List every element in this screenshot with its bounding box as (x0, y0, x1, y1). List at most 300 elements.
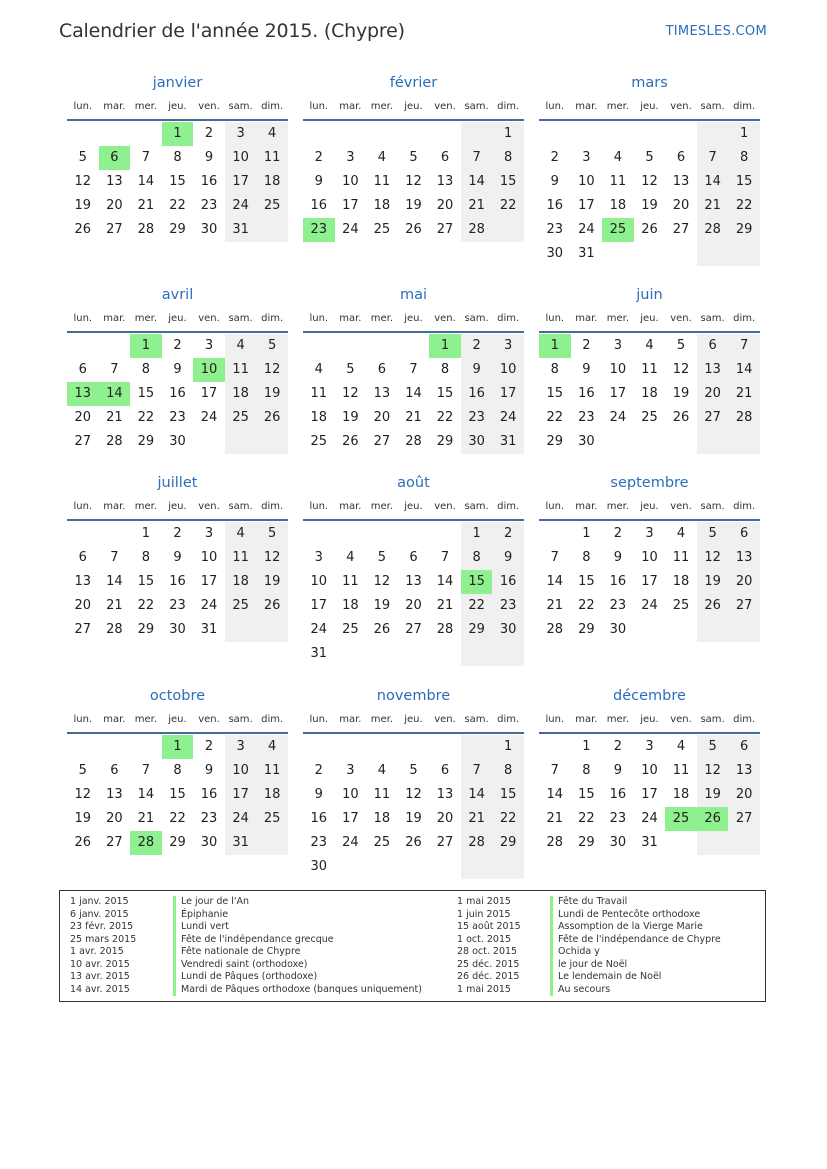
day-cell-holiday[interactable]: 1 (429, 334, 461, 358)
day-cell[interactable]: 12 (405, 174, 422, 189)
day-cell[interactable]: 23 (492, 594, 524, 618)
day-cell[interactable]: 13 (672, 174, 690, 189)
day-cell[interactable]: 2 (204, 126, 214, 141)
day-cell[interactable]: 29 (137, 434, 155, 449)
day-cell[interactable]: 2 (461, 334, 493, 358)
day-cell[interactable]: 12 (74, 787, 92, 802)
day-cell[interactable]: 18 (672, 574, 690, 589)
day-cell[interactable]: 7 (550, 763, 559, 778)
day-cell[interactable]: 11 (310, 386, 328, 401)
day-cell[interactable]: 23 (200, 811, 218, 826)
day-cell[interactable]: 1 (728, 122, 760, 146)
day-cell[interactable]: 21 (546, 598, 564, 613)
day-cell-holiday[interactable]: 23 (303, 218, 335, 242)
day-cell[interactable]: 4 (225, 334, 257, 358)
day-cell[interactable]: 11 (641, 362, 658, 377)
day-cell[interactable]: 19 (405, 198, 422, 213)
day-cell[interactable]: 22 (461, 594, 493, 618)
day-cell[interactable]: 11 (609, 174, 627, 189)
day-cell[interactable]: 13 (436, 787, 454, 802)
day-cell[interactable]: 16 (578, 386, 595, 401)
day-cell[interactable]: 1 (492, 735, 524, 759)
day-cell[interactable]: 2 (613, 739, 623, 754)
day-cell[interactable]: 6 (409, 550, 418, 565)
day-cell[interactable]: 18 (641, 386, 658, 401)
day-cell[interactable]: 17 (342, 811, 359, 826)
day-cell[interactable]: 8 (461, 546, 493, 570)
day-cell[interactable]: 15 (578, 787, 595, 802)
day-cell[interactable]: 22 (137, 410, 155, 425)
day-cell[interactable]: 23 (169, 598, 186, 613)
day-cell[interactable]: 16 (492, 570, 524, 594)
day-cell[interactable]: 25 (373, 222, 391, 237)
day-cell[interactable]: 11 (373, 787, 391, 802)
day-cell[interactable]: 5 (645, 150, 654, 165)
day-cell[interactable]: 26 (697, 594, 729, 618)
day-cell[interactable]: 2 (492, 522, 524, 546)
day-cell[interactable]: 7 (461, 146, 493, 170)
day-cell[interactable]: 22 (578, 598, 595, 613)
day-cell[interactable]: 28 (137, 222, 155, 237)
day-cell[interactable]: 3 (225, 735, 257, 759)
day-cell[interactable]: 30 (546, 246, 564, 261)
day-cell[interactable]: 20 (106, 198, 123, 213)
day-cell[interactable]: 9 (461, 358, 493, 382)
day-cell[interactable]: 20 (373, 410, 391, 425)
day-cell[interactable]: 14 (728, 358, 760, 382)
day-cell[interactable]: 29 (169, 835, 186, 850)
day-cell[interactable]: 24 (342, 835, 359, 850)
day-cell[interactable]: 10 (342, 787, 359, 802)
day-cell[interactable]: 17 (225, 170, 257, 194)
day-cell[interactable]: 20 (697, 382, 729, 406)
day-cell[interactable]: 8 (582, 550, 591, 565)
day-cell[interactable]: 17 (225, 783, 257, 807)
day-cell[interactable]: 3 (204, 338, 214, 353)
day-cell[interactable]: 5 (676, 338, 686, 353)
day-cell[interactable]: 3 (645, 526, 654, 541)
day-cell[interactable]: 11 (373, 174, 391, 189)
day-cell[interactable]: 23 (609, 598, 627, 613)
day-cell[interactable]: 3 (613, 338, 623, 353)
day-cell[interactable]: 18 (225, 382, 257, 406)
day-cell[interactable]: 17 (609, 386, 627, 401)
day-cell[interactable]: 20 (436, 198, 454, 213)
day-cell[interactable]: 15 (137, 574, 155, 589)
day-cell[interactable]: 31 (310, 646, 328, 661)
day-cell[interactable]: 14 (137, 174, 155, 189)
day-cell[interactable]: 27 (74, 434, 92, 449)
day-cell[interactable]: 23 (200, 198, 218, 213)
day-cell[interactable]: 20 (728, 783, 760, 807)
day-cell[interactable]: 16 (609, 574, 627, 589)
day-cell[interactable]: 2 (314, 763, 323, 778)
day-cell[interactable]: 18 (225, 570, 257, 594)
day-cell-holiday[interactable]: 6 (99, 146, 131, 170)
day-cell[interactable]: 17 (200, 386, 218, 401)
day-cell[interactable]: 19 (74, 198, 92, 213)
day-cell[interactable]: 8 (141, 550, 151, 565)
day-cell[interactable]: 19 (697, 570, 729, 594)
day-cell-holiday[interactable]: 28 (130, 831, 162, 855)
day-cell[interactable]: 14 (546, 787, 564, 802)
day-cell[interactable]: 17 (492, 382, 524, 406)
day-cell[interactable]: 18 (342, 598, 359, 613)
day-cell[interactable]: 6 (377, 362, 387, 377)
brand-link[interactable]: TIMESLES.COM (665, 24, 767, 39)
day-cell[interactable]: 11 (256, 146, 288, 170)
day-cell[interactable]: 26 (672, 410, 690, 425)
day-cell[interactable]: 19 (256, 382, 288, 406)
day-cell[interactable]: 25 (310, 434, 328, 449)
day-cell[interactable]: 9 (492, 546, 524, 570)
day-cell[interactable]: 15 (728, 170, 760, 194)
day-cell[interactable]: 7 (110, 362, 119, 377)
day-cell[interactable]: 31 (492, 430, 524, 454)
day-cell[interactable]: 30 (169, 434, 186, 449)
day-cell[interactable]: 12 (342, 386, 359, 401)
day-cell[interactable]: 21 (137, 198, 155, 213)
day-cell[interactable]: 14 (405, 386, 422, 401)
day-cell[interactable]: 15 (578, 574, 595, 589)
day-cell[interactable]: 12 (373, 574, 391, 589)
day-cell[interactable]: 4 (377, 150, 387, 165)
day-cell[interactable]: 20 (405, 598, 422, 613)
day-cell[interactable]: 17 (342, 198, 359, 213)
day-cell[interactable]: 30 (310, 859, 328, 874)
day-cell[interactable]: 18 (373, 198, 391, 213)
day-cell[interactable]: 22 (169, 198, 186, 213)
day-cell[interactable]: 29 (169, 222, 186, 237)
day-cell[interactable]: 26 (342, 434, 359, 449)
day-cell[interactable]: 13 (728, 546, 760, 570)
day-cell[interactable]: 6 (728, 522, 760, 546)
day-cell[interactable]: 10 (641, 763, 658, 778)
day-cell[interactable]: 17 (200, 574, 218, 589)
day-cell[interactable]: 20 (728, 570, 760, 594)
day-cell[interactable]: 23 (310, 835, 328, 850)
day-cell[interactable]: 17 (578, 198, 595, 213)
day-cell[interactable]: 14 (137, 787, 155, 802)
day-cell[interactable]: 3 (225, 122, 257, 146)
day-cell[interactable]: 21 (546, 811, 564, 826)
day-cell[interactable]: 3 (346, 763, 355, 778)
day-cell[interactable]: 12 (697, 759, 729, 783)
day-cell[interactable]: 13 (728, 759, 760, 783)
day-cell[interactable]: 7 (728, 334, 760, 358)
day-cell[interactable]: 28 (405, 434, 422, 449)
day-cell[interactable]: 4 (314, 362, 323, 377)
day-cell[interactable]: 27 (436, 835, 454, 850)
day-cell[interactable]: 22 (728, 194, 760, 218)
day-cell[interactable]: 16 (200, 174, 218, 189)
day-cell[interactable]: 14 (106, 574, 123, 589)
day-cell[interactable]: 26 (256, 406, 288, 430)
day-cell[interactable]: 8 (550, 362, 559, 377)
day-cell[interactable]: 27 (436, 222, 454, 237)
day-cell[interactable]: 18 (310, 410, 328, 425)
day-cell[interactable]: 24 (200, 410, 218, 425)
day-cell[interactable]: 15 (169, 787, 186, 802)
day-cell[interactable]: 15 (492, 170, 524, 194)
day-cell[interactable]: 2 (550, 150, 559, 165)
day-cell[interactable]: 2 (582, 338, 591, 353)
day-cell[interactable]: 20 (106, 811, 123, 826)
day-cell[interactable]: 11 (225, 546, 257, 570)
day-cell[interactable]: 14 (546, 574, 564, 589)
day-cell[interactable]: 9 (550, 174, 559, 189)
day-cell[interactable]: 30 (492, 618, 524, 642)
day-cell[interactable]: 5 (78, 150, 87, 165)
day-cell[interactable]: 10 (225, 146, 257, 170)
day-cell[interactable]: 9 (204, 150, 214, 165)
day-cell[interactable]: 26 (641, 222, 658, 237)
day-cell[interactable]: 24 (225, 194, 257, 218)
day-cell[interactable]: 4 (377, 763, 387, 778)
day-cell[interactable]: 31 (225, 218, 257, 242)
day-cell[interactable]: 6 (440, 763, 450, 778)
day-cell[interactable]: 6 (697, 334, 729, 358)
day-cell[interactable]: 7 (141, 150, 151, 165)
day-cell[interactable]: 15 (137, 386, 155, 401)
day-cell[interactable]: 16 (310, 811, 328, 826)
day-cell[interactable]: 21 (106, 410, 123, 425)
day-cell[interactable]: 15 (546, 386, 564, 401)
day-cell[interactable]: 23 (169, 410, 186, 425)
day-cell[interactable]: 24 (578, 222, 595, 237)
day-cell[interactable]: 24 (225, 807, 257, 831)
day-cell[interactable]: 27 (697, 406, 729, 430)
day-cell[interactable]: 31 (578, 246, 595, 261)
day-cell[interactable]: 12 (256, 358, 288, 382)
day-cell[interactable]: 25 (373, 835, 391, 850)
day-cell[interactable]: 29 (492, 831, 524, 855)
day-cell[interactable]: 31 (641, 835, 658, 850)
day-cell[interactable]: 5 (409, 763, 418, 778)
day-cell[interactable]: 8 (173, 763, 182, 778)
day-cell[interactable]: 28 (546, 835, 564, 850)
day-cell-holiday[interactable]: 1 (539, 334, 571, 358)
day-cell[interactable]: 30 (609, 622, 627, 637)
day-cell[interactable]: 27 (106, 835, 123, 850)
day-cell[interactable]: 22 (436, 410, 454, 425)
day-cell[interactable]: 10 (578, 174, 595, 189)
day-cell[interactable]: 21 (405, 410, 422, 425)
day-cell[interactable]: 4 (676, 739, 686, 754)
day-cell[interactable]: 2 (173, 338, 182, 353)
day-cell[interactable]: 23 (609, 811, 627, 826)
day-cell[interactable]: 11 (672, 550, 690, 565)
day-cell[interactable]: 3 (314, 550, 323, 565)
day-cell[interactable]: 8 (582, 763, 591, 778)
day-cell[interactable]: 29 (546, 434, 564, 449)
day-cell[interactable]: 15 (436, 386, 454, 401)
day-cell[interactable]: 5 (256, 522, 288, 546)
day-cell[interactable]: 7 (461, 759, 493, 783)
day-cell[interactable]: 26 (405, 222, 422, 237)
day-cell[interactable]: 27 (728, 594, 760, 618)
day-cell[interactable]: 16 (169, 574, 186, 589)
day-cell[interactable]: 29 (137, 622, 155, 637)
day-cell[interactable]: 14 (461, 783, 493, 807)
day-cell[interactable]: 14 (461, 170, 493, 194)
day-cell[interactable]: 30 (200, 835, 218, 850)
day-cell[interactable]: 12 (641, 174, 658, 189)
day-cell[interactable]: 8 (492, 759, 524, 783)
day-cell[interactable]: 20 (74, 410, 92, 425)
day-cell[interactable]: 4 (613, 150, 623, 165)
day-cell[interactable]: 5 (409, 150, 418, 165)
day-cell[interactable]: 6 (728, 735, 760, 759)
day-cell-holiday[interactable]: 13 (67, 382, 99, 406)
day-cell[interactable]: 10 (609, 362, 627, 377)
day-cell[interactable]: 30 (578, 434, 595, 449)
day-cell[interactable]: 15 (169, 174, 186, 189)
day-cell[interactable]: 26 (405, 835, 422, 850)
day-cell[interactable]: 9 (314, 174, 323, 189)
day-cell[interactable]: 16 (310, 198, 328, 213)
day-cell[interactable]: 3 (492, 334, 524, 358)
day-cell[interactable]: 24 (641, 598, 658, 613)
day-cell[interactable]: 21 (728, 382, 760, 406)
day-cell[interactable]: 3 (645, 739, 654, 754)
day-cell[interactable]: 27 (672, 222, 690, 237)
day-cell[interactable]: 8 (492, 146, 524, 170)
day-cell[interactable]: 16 (200, 787, 218, 802)
day-cell[interactable]: 14 (697, 170, 729, 194)
day-cell[interactable]: 13 (405, 574, 422, 589)
day-cell[interactable]: 1 (582, 526, 591, 541)
day-cell[interactable]: 26 (74, 835, 92, 850)
day-cell[interactable]: 26 (256, 594, 288, 618)
day-cell[interactable]: 27 (728, 807, 760, 831)
day-cell[interactable]: 8 (440, 362, 450, 377)
day-cell[interactable]: 22 (492, 807, 524, 831)
day-cell[interactable]: 5 (78, 763, 87, 778)
day-cell[interactable]: 4 (346, 550, 355, 565)
day-cell[interactable]: 11 (256, 759, 288, 783)
day-cell[interactable]: 28 (461, 218, 493, 242)
day-cell[interactable]: 17 (310, 598, 328, 613)
day-cell[interactable]: 18 (609, 198, 627, 213)
day-cell[interactable]: 6 (110, 763, 119, 778)
day-cell[interactable]: 7 (697, 146, 729, 170)
day-cell[interactable]: 16 (609, 787, 627, 802)
day-cell[interactable]: 22 (137, 598, 155, 613)
day-cell[interactable]: 13 (697, 358, 729, 382)
day-cell[interactable]: 25 (256, 807, 288, 831)
day-cell[interactable]: 13 (373, 386, 391, 401)
day-cell[interactable]: 13 (106, 174, 123, 189)
day-cell[interactable]: 21 (436, 598, 454, 613)
day-cell[interactable]: 16 (546, 198, 564, 213)
day-cell[interactable]: 28 (106, 434, 123, 449)
day-cell[interactable]: 3 (204, 526, 214, 541)
day-cell[interactable]: 6 (676, 150, 686, 165)
day-cell[interactable]: 23 (461, 406, 493, 430)
day-cell[interactable]: 28 (728, 406, 760, 430)
day-cell-holiday[interactable]: 10 (193, 358, 225, 382)
day-cell[interactable]: 24 (641, 811, 658, 826)
day-cell[interactable]: 11 (225, 358, 257, 382)
day-cell[interactable]: 25 (342, 622, 359, 637)
day-cell[interactable]: 12 (672, 362, 690, 377)
day-cell[interactable]: 9 (173, 362, 182, 377)
day-cell[interactable]: 12 (74, 174, 92, 189)
day-cell[interactable]: 12 (697, 546, 729, 570)
day-cell[interactable]: 29 (461, 618, 493, 642)
day-cell-holiday[interactable]: 14 (99, 382, 131, 406)
day-cell[interactable]: 5 (346, 362, 355, 377)
day-cell[interactable]: 4 (256, 122, 288, 146)
day-cell[interactable]: 10 (342, 174, 359, 189)
day-cell-holiday[interactable]: 26 (697, 807, 729, 831)
day-cell[interactable]: 18 (672, 787, 690, 802)
day-cell-holiday[interactable]: 1 (162, 735, 194, 759)
day-cell-holiday[interactable]: 1 (130, 334, 162, 358)
day-cell[interactable]: 22 (578, 811, 595, 826)
day-cell[interactable]: 25 (672, 598, 690, 613)
day-cell[interactable]: 3 (346, 150, 355, 165)
day-cell[interactable]: 15 (492, 783, 524, 807)
day-cell[interactable]: 31 (225, 831, 257, 855)
day-cell[interactable]: 2 (173, 526, 182, 541)
day-cell[interactable]: 10 (641, 550, 658, 565)
day-cell[interactable]: 1 (141, 526, 151, 541)
day-cell[interactable]: 21 (697, 194, 729, 218)
day-cell[interactable]: 28 (697, 218, 729, 242)
day-cell[interactable]: 4 (256, 735, 288, 759)
day-cell-holiday[interactable]: 25 (665, 807, 697, 831)
day-cell[interactable]: 25 (225, 594, 257, 618)
day-cell[interactable]: 29 (728, 218, 760, 242)
day-cell[interactable]: 2 (204, 739, 214, 754)
day-cell[interactable]: 28 (461, 831, 493, 855)
day-cell[interactable]: 7 (550, 550, 559, 565)
day-cell[interactable]: 24 (310, 622, 328, 637)
day-cell[interactable]: 22 (169, 811, 186, 826)
day-cell[interactable]: 8 (173, 150, 182, 165)
day-cell[interactable]: 18 (256, 170, 288, 194)
day-cell[interactable]: 24 (492, 406, 524, 430)
day-cell[interactable]: 4 (225, 522, 257, 546)
day-cell[interactable]: 11 (342, 574, 359, 589)
day-cell[interactable]: 6 (78, 550, 87, 565)
day-cell[interactable]: 19 (641, 198, 658, 213)
day-cell[interactable]: 17 (641, 574, 658, 589)
day-cell[interactable]: 30 (200, 222, 218, 237)
day-cell[interactable]: 4 (645, 338, 654, 353)
day-cell[interactable]: 10 (310, 574, 328, 589)
day-cell[interactable]: 19 (405, 811, 422, 826)
day-cell[interactable]: 26 (74, 222, 92, 237)
day-cell[interactable]: 8 (141, 362, 151, 377)
day-cell[interactable]: 24 (342, 222, 359, 237)
day-cell[interactable]: 21 (461, 807, 493, 831)
day-cell[interactable]: 21 (137, 811, 155, 826)
day-cell[interactable]: 5 (697, 735, 729, 759)
day-cell[interactable]: 19 (342, 410, 359, 425)
day-cell[interactable]: 19 (373, 598, 391, 613)
day-cell[interactable]: 13 (74, 574, 92, 589)
day-cell[interactable]: 2 (314, 150, 323, 165)
day-cell[interactable]: 19 (672, 386, 690, 401)
day-cell[interactable]: 20 (436, 811, 454, 826)
day-cell[interactable]: 19 (256, 570, 288, 594)
day-cell[interactable]: 20 (74, 598, 92, 613)
day-cell[interactable]: 18 (373, 811, 391, 826)
day-cell[interactable]: 19 (697, 783, 729, 807)
